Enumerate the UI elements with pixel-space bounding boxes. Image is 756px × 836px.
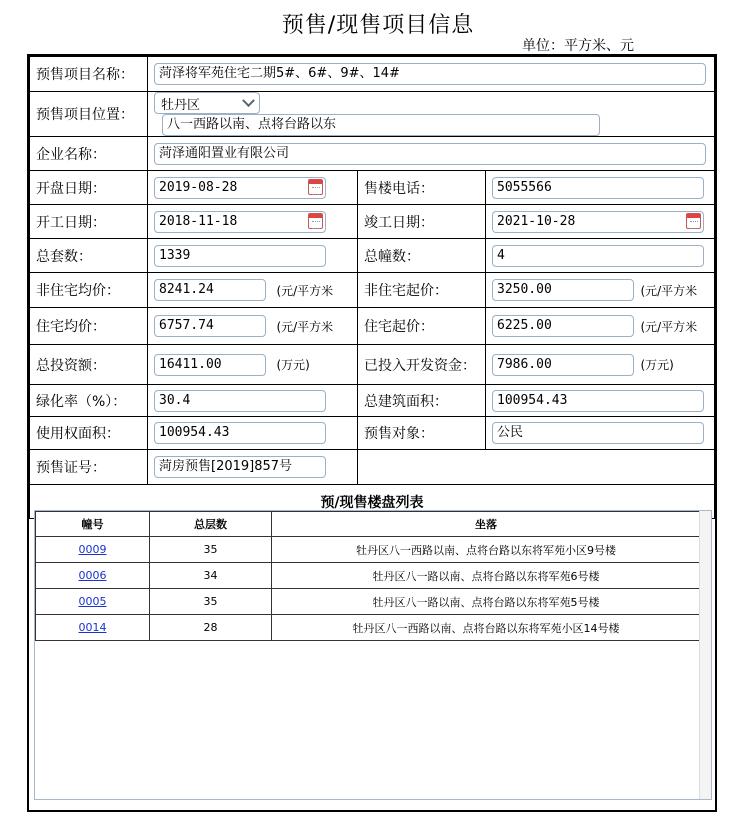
floors-cell: 28 bbox=[150, 615, 272, 641]
res-avg-field[interactable]: 6757.74 bbox=[154, 315, 266, 337]
res-avg-unit: (元/平方米 bbox=[276, 319, 334, 334]
open-date-field[interactable]: 2019-08-28 bbox=[154, 177, 326, 199]
start-date-field[interactable]: 2018-11-18 bbox=[154, 211, 326, 233]
open-date-picker[interactable] bbox=[154, 177, 326, 199]
col-floors: 总层数 bbox=[150, 512, 272, 537]
green-rate-field[interactable]: 30.4 bbox=[154, 390, 326, 412]
table-row bbox=[36, 563, 701, 589]
project-name-field[interactable]: 菏泽将军苑住宅二期5#、6#、9#、14# bbox=[154, 63, 706, 85]
permit-label: 预售证号： bbox=[30, 450, 148, 485]
table-row bbox=[36, 615, 701, 641]
finish-date-label: 竣工日期： bbox=[358, 205, 486, 239]
open-date-label: 开盘日期： bbox=[30, 171, 148, 205]
res-start-field[interactable]: 6225.00 bbox=[492, 315, 634, 337]
location-cell: 牡丹区八一路以南、点将台路以东将军苑6号楼 bbox=[272, 563, 701, 589]
nonres-start-label: 非住宅起价： bbox=[358, 273, 486, 308]
dev-funds-label: 已投入开发资金： bbox=[358, 345, 486, 385]
phone-field[interactable]: 5055566 bbox=[492, 177, 704, 199]
page-title: 预售/现售项目信息 bbox=[281, 13, 475, 38]
empty-cell bbox=[358, 450, 715, 485]
total-invest-label: 总投资额： bbox=[30, 345, 148, 385]
info-frame bbox=[27, 54, 717, 812]
district-select[interactable] bbox=[154, 92, 260, 114]
finish-date-picker[interactable] bbox=[492, 211, 704, 233]
nonres-avg-label: 非住宅均价： bbox=[30, 273, 148, 308]
unit-note: 单位：平方米、元 bbox=[522, 38, 634, 54]
phone-label: 售楼电话： bbox=[358, 171, 486, 205]
building-link[interactable]: 0009 bbox=[78, 543, 107, 556]
total-units-field[interactable]: 1339 bbox=[154, 245, 326, 267]
nonres-start-field[interactable]: 3250.00 bbox=[492, 279, 634, 301]
building-list-table bbox=[35, 511, 701, 641]
target-label: 预售对象： bbox=[358, 417, 486, 450]
res-start-unit: (元/平方米 bbox=[640, 319, 698, 334]
location-cell: 牡丹区八一西路以南、点将台路以东将军苑小区14号楼 bbox=[272, 615, 701, 641]
calendar-icon[interactable] bbox=[308, 179, 323, 195]
dev-funds-field[interactable]: 7986.00 bbox=[492, 354, 634, 376]
total-units-label: 总套数： bbox=[30, 239, 148, 273]
location-cell: 牡丹区八一西路以南、点将台路以东将军苑小区9号楼 bbox=[272, 537, 701, 563]
nonres-avg-unit: (元/平方米 bbox=[276, 283, 334, 298]
project-info-table bbox=[29, 56, 715, 519]
total-area-field[interactable]: 100954.43 bbox=[492, 390, 704, 412]
total-invest-unit: (万元) bbox=[276, 358, 310, 372]
building-link[interactable]: 0006 bbox=[78, 569, 107, 582]
col-location: 坐落 bbox=[272, 512, 701, 537]
res-avg-label: 住宅均价： bbox=[30, 308, 148, 345]
target-field[interactable]: 公民 bbox=[492, 422, 704, 444]
finish-date-field[interactable]: 2021-10-28 bbox=[492, 211, 704, 233]
company-field[interactable]: 菏泽通阳置业有限公司 bbox=[154, 143, 706, 165]
nonres-avg-field[interactable]: 8241.24 bbox=[154, 279, 266, 301]
green-rate-label: 绿化率（%）： bbox=[30, 385, 148, 417]
col-building-no: 幢号 bbox=[36, 512, 150, 537]
total-invest-field[interactable]: 16411.00 bbox=[154, 354, 266, 376]
permit-field[interactable]: 菏房预售[2019]857号 bbox=[154, 456, 326, 478]
total-buildings-field[interactable]: 4 bbox=[492, 245, 704, 267]
project-name-label: 预售项目名称： bbox=[30, 57, 148, 92]
location-label: 预售项目位置： bbox=[30, 92, 148, 137]
list-title: 预/现售楼盘列表 bbox=[30, 485, 715, 519]
district-value: 牡丹区 bbox=[161, 97, 201, 113]
list-scrollbar[interactable] bbox=[699, 511, 711, 799]
calendar-icon[interactable] bbox=[686, 213, 701, 229]
address-field[interactable]: 八一西路以南、点将台路以东 bbox=[162, 114, 600, 136]
start-date-picker[interactable] bbox=[154, 211, 326, 233]
floors-cell: 34 bbox=[150, 563, 272, 589]
nonres-start-unit: (元/平方米 bbox=[640, 283, 698, 298]
floors-cell: 35 bbox=[150, 589, 272, 615]
table-row bbox=[36, 537, 701, 563]
table-row bbox=[36, 589, 701, 615]
total-buildings-label: 总幢数： bbox=[358, 239, 486, 273]
building-link[interactable]: 0014 bbox=[78, 621, 107, 634]
list-header-row bbox=[36, 512, 701, 537]
total-area-label: 总建筑面积： bbox=[358, 385, 486, 417]
usage-area-label: 使用权面积： bbox=[30, 417, 148, 450]
building-list-box[interactable] bbox=[34, 510, 712, 800]
dev-funds-unit: (万元) bbox=[640, 358, 674, 372]
location-cell: 牡丹区八一路以南、点将台路以东将军苑5号楼 bbox=[272, 589, 701, 615]
start-date-label: 开工日期： bbox=[30, 205, 148, 239]
usage-area-field[interactable]: 100954.43 bbox=[154, 422, 326, 444]
building-link[interactable]: 0005 bbox=[78, 595, 107, 608]
calendar-icon[interactable] bbox=[308, 213, 323, 229]
company-label: 企业名称： bbox=[30, 137, 148, 171]
floors-cell: 35 bbox=[150, 537, 272, 563]
res-start-label: 住宅起价： bbox=[358, 308, 486, 345]
chevron-down-icon bbox=[242, 94, 255, 107]
